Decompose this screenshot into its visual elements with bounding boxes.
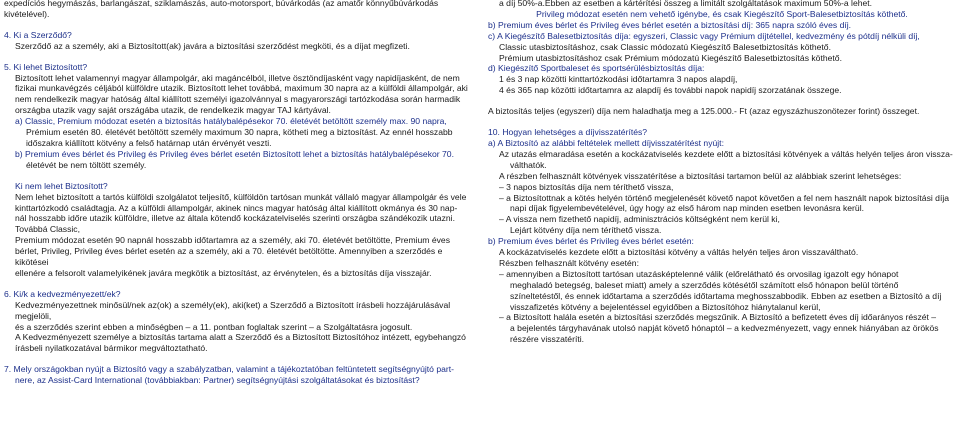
section-7-heading: 7. Mely országokban nyújt a Biztosító vagy a szabályzatban, valamint a tájékoztatóban feltüntetett segítségnyújtó part- xyxy=(4,364,454,375)
exclusion-text: nál hosszabb időre utazik külföldre, illetve az általa kötendő kockázatelviselés szerinti országba szándékozik utazni. Továbbá Classic, xyxy=(15,213,455,235)
refund-dash: – amennyiben a Biztosított tartósan utazásképtelenné válik (előrelátható és orvosilag igazolt egy hónapot xyxy=(499,268,899,279)
section-5-text: nem rendelkezik magyar hatóság által kiállított személyi igazolvánnyal s magyarországi tartózkodása során harmadik xyxy=(15,94,461,105)
section-7-heading-cont: nere, az Assist-Card International (továbbiakban: Partner) segítségnyújtási szolgáltatásokat és biztosítást? xyxy=(15,375,420,386)
exclusion-heading: Ki nem lehet Biztosított? xyxy=(15,180,108,191)
refund-dash-cont: napi díjak figyelembevételével, úgy hogy az első három nap minden esetben levonásra kerül. xyxy=(510,203,864,214)
refund-dash-cont: visszafizetés kötvény a bejelentéssel egyidőben a Biztosítóhoz hiánytalanul kerül, xyxy=(510,301,821,312)
item-b-cont: életévét be nem töltött személy. xyxy=(26,159,147,170)
section-5-heading: 5. Ki lehet Biztosított? xyxy=(4,61,88,72)
refund-dash: – a Biztosítottnak a kötés helyén történő megjelenését követő napot követően a fel nem használt napok biztosítási díja xyxy=(499,192,950,203)
refund-text: Lejárt kötvény díja nem téríthető vissza. xyxy=(510,225,662,236)
item-a: a) Classic, Premium módozat esetén a biztosítás hatálybalépésekor 70. életévét betöltött személy max. 90 napra, xyxy=(15,116,447,127)
refund-dash: – A vissza nem fizethető napidíj, adminisztrációs költségként nem kerül ki, xyxy=(499,214,780,225)
refund-dash: – a Biztosított halála esetén a biztosítási szerződés megszűnik. A Biztosító a befizetett éves díj időarányos részét – xyxy=(499,312,937,323)
section-6-heading: 6. Ki/k a kedvezményezett/ek? xyxy=(4,288,121,299)
fee-item-b: b) Premium éves bérlet és Privileg éves bérlet esetén a biztosítási díj: 365 napra szóló éves díj. xyxy=(488,19,852,30)
fee-item-c-cont: Prémium utasbiztosításhoz csak Prémium módozatú Kiegészítő Balesetbiztosítás köthető. xyxy=(499,52,842,63)
item-a-cont: Prémium esetén 80. életévét betöltött személy maximum 30 napra, kötheti meg a biztosítást. Az ennél hosszabb xyxy=(26,127,453,138)
fee-item-d-cont: 4 és 365 nap közötti időtartamra az alapdíj és további napok napidíj szorzatának összege. xyxy=(499,85,842,96)
intro-line: kivételével). xyxy=(4,8,50,19)
fee-item-d: d) Kiegészítő Sportbaleset és sportsérülésbiztosítás díja: xyxy=(488,63,705,74)
refund-dash-cont: meghaladó betegség, baleset miatt) amely a szerződés kötésétől számított első hónapon belül történő xyxy=(510,279,899,290)
section-4-text: Szerződő az a személy, aki a Biztosított(ak) javára a biztosítási szerződést megköti, és a díjat megfizeti. xyxy=(15,40,410,51)
section-6-text: írásbeli nyilatkozatával bármikor megváltoztatható. xyxy=(15,343,208,354)
section-6-text: és a szerződés szerint ebben a minőségben – a 11. pontban foglaltak szerint – a Szolgáltatásra jogosult. xyxy=(15,321,413,332)
refund-item-b: b) Premium éves bérlet és Privileg éves bérlet esetén: xyxy=(488,236,694,247)
fee-item-d-cont: 1 és 3 nap közötti kinttartózkodási időtartamra 3 napos alapdíj, xyxy=(499,74,738,85)
refund-dash-cont: színeltetéstől, és ennek időtartama a szerződés időtartama meghosszabbodik. Ebben az esetben a Biztosító a díj xyxy=(510,290,942,301)
left-column xyxy=(4,0,472,386)
section-5-text: Biztosított lehet valamennyi magyar állampolgár, aki magáncélból, illetve ösztöndíjasként vagy napidíjasként, de nem xyxy=(15,72,460,83)
item-b: b) Premium éves bérlet és Privileg és Privileg éves bérlet esetén Biztosított lehet a biztosítás hatálybalépésekor 70. xyxy=(15,148,454,159)
section-5-text: fizikai munkavégzés céljából külföldre utazik. Biztosított lehet továbbá, maximum 30 napra az a külföldi állampolgár, aki xyxy=(15,83,468,94)
intro-line: expedíciós hegymászás, barlangászat, sziklamászás, auto-motorsport, búvárkodás (az amatőr könnyűbúvárkodás xyxy=(4,0,439,8)
fee-item-c-cont: Classic utasbiztosításhoz, csak Classic módozatú Kiegészítő Balesetbiztosítás köthető. xyxy=(499,41,831,52)
refund-dash: – 3 napos biztosítás díja nem téríthető vissza, xyxy=(499,181,674,192)
fee-note: Privileg módozat esetén nem vehető igénybe, és csak Kiegészítő Sport-Balesetbiztosítás köthető. xyxy=(536,8,908,19)
fee-text: a díj 50%-a.Ebben az esetben a kártérítési összeg a limitált szolgáltatások maximum 50%-a lehet. xyxy=(499,0,873,8)
refund-text: A részben felhasznált kötvények visszatérítése a biztosítási tartamon belül az alábbiak szerint lehetséges: xyxy=(499,170,902,181)
right-column xyxy=(488,0,956,345)
fee-limit: A biztosítás teljes (egyszeri) díja nem haladhatja meg a 125.000.- Ft (azaz egyszázhuszonötezer forint) összeget. xyxy=(488,106,920,117)
refund-text: Részben felhasznált kötvény esetén: xyxy=(499,257,639,268)
exclusion-text: bérlet, Privileg, Privileg éves bérlet esetén az a személy, aki a 70. életévét betöltötte. Amennyiben a szerződés e kikötései xyxy=(15,246,443,268)
section-4-heading: 4. Ki a Szerződő? xyxy=(4,29,72,40)
refund-item-a: a) A Biztosító az alábbi feltételek mellett díjvisszatérítést nyújt: xyxy=(488,137,724,148)
exclusion-text: kinttartózkodó családtagja. Az a külföldi állampolgár, akinek nincs magyar hatóság által kiállított okmánya és 30 nap- xyxy=(15,202,458,213)
exclusion-text: Premium módozat esetén 90 napnál hosszabb időtartamra az a személy, aki 70. életévét betöltötte, Premium éves xyxy=(15,235,451,246)
refund-text: A kockázatviselés kezdete előtt a biztosítási kötvény a váltás helyén teljes áron visszaváltható. xyxy=(499,247,859,258)
section-6-text: A Kedvezményezett személye a biztosítás tartama alatt a Szerződő és a Biztosított Biztosítóhoz intézett, egybehangzó xyxy=(15,332,466,343)
refund-dash-cont: a bejelentés tárgyhavának utolsó napját követő hónaptól – a kedvezményezett, vagy ennek hiányában az örökös xyxy=(510,323,939,334)
exclusion-text: ellenére a felsorolt valamelyikének javára megkötik a biztosítást, az érvénytelen, és a biztosítás díja visszajár. xyxy=(15,267,432,278)
refund-dash-cont: részére visszatéríti. xyxy=(510,334,585,345)
fee-item-c: c) A Kiegészítő Balesetbiztosítás díja: egyszeri, Classic vagy Prémium díjtétellel, kedvezmény és pótdíj nélküli díj, xyxy=(488,30,920,41)
section-5-text: országba utazik vagy saját országába utazik, de rendelkezik magyar TAJ kártyával. xyxy=(15,105,331,116)
section-10-heading: 10. Hogyan lehetséges a díjvisszatérítés? xyxy=(488,127,648,138)
refund-text: válthatók. xyxy=(510,159,547,170)
section-6-text: Kedvezményezettnek minősül/nek az(ok) a személy(ek), aki(ket) a Szerződő a Biztosított írásbeli hozzájárulásával megjelöli, xyxy=(15,299,451,321)
exclusion-text: Nem lehet biztosított a tartós külföldi szolgálatot teljesítő, külföldön tartósan munkát vállaló magyar állampolgár és vele xyxy=(15,191,467,202)
item-a-cont: időszakra kiállított kötvény a felső határnap után érvényét veszti. xyxy=(26,137,272,148)
refund-text: Az utazás elmaradása esetén a kockázatviselés kezdete előtt a biztosítási kötvények a váltás helyén teljes áron vissza- xyxy=(499,148,953,159)
